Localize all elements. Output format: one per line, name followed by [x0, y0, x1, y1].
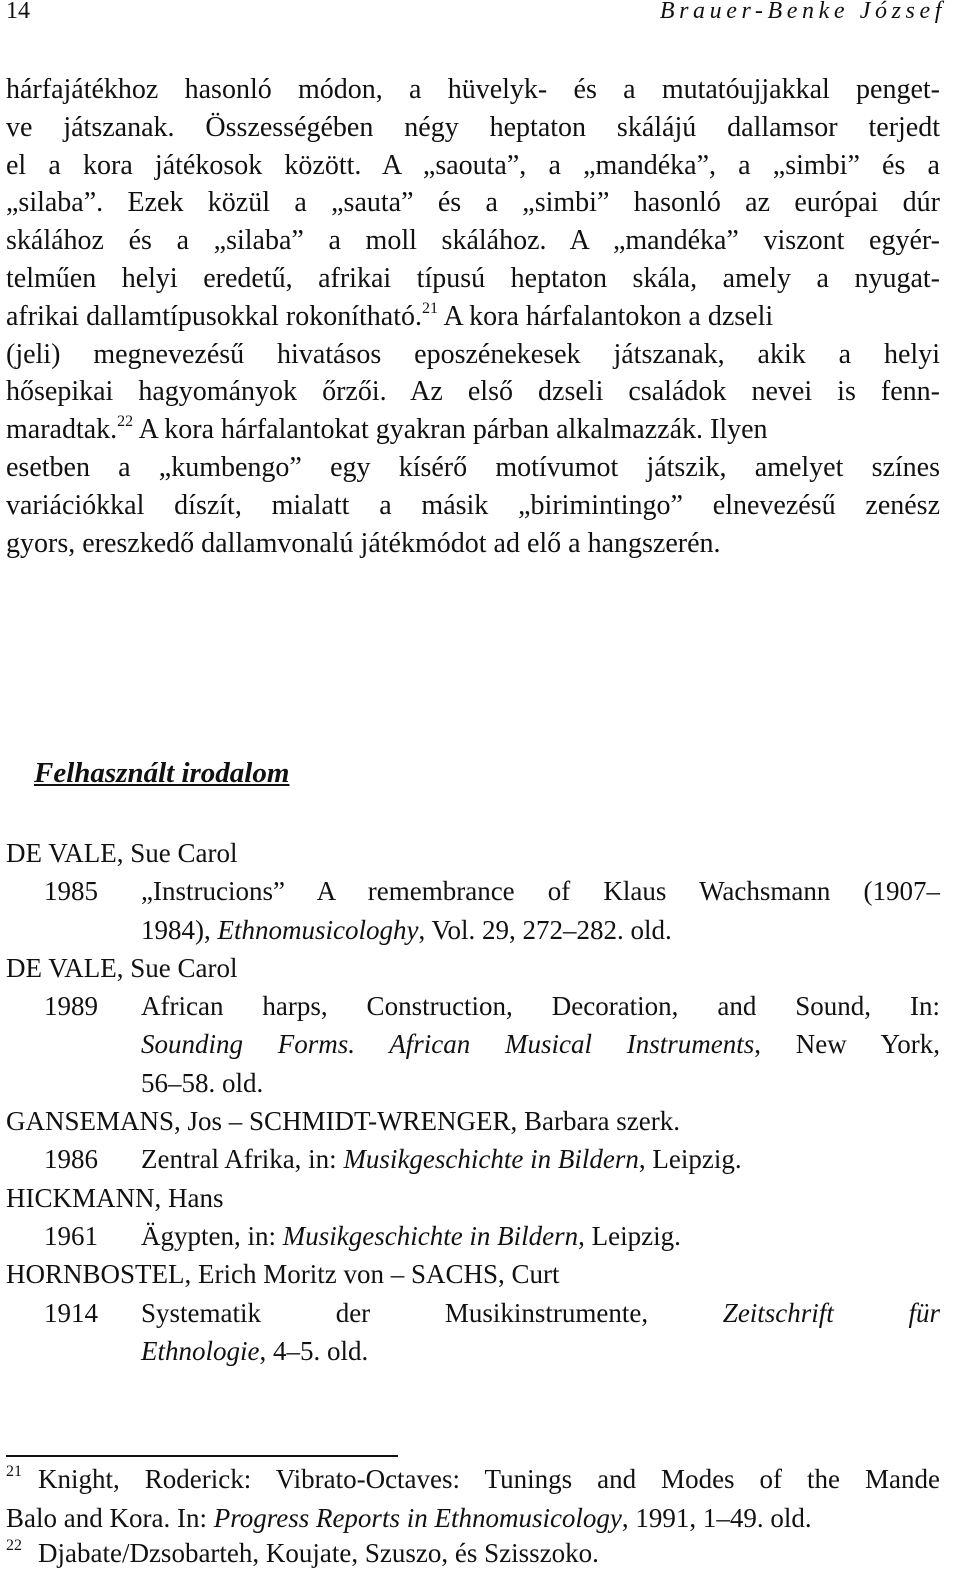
footnote-22: [6, 1536, 940, 1575]
bib-author: DE VALE, Sue Carol: [6, 838, 238, 868]
body-line: [6, 411, 940, 449]
bib-year: 1914: [44, 1297, 98, 1328]
body-line: el a kora játékosok között. A „saouta”, a „mandéka”, a „simbi” és a: [6, 149, 940, 181]
footnote-text: Djabate/Dzsobarteh, Koujate, Szuszo, és Szisszoko.: [38, 1538, 599, 1568]
bib-text: , Leipzig.: [578, 1220, 681, 1251]
bib-text: Ägypten, in:: [141, 1220, 283, 1251]
bib-book: Sounding Forms.: [141, 1029, 390, 1060]
bib-entry: [6, 987, 940, 1102]
bib-entry-text: [141, 1140, 940, 1178]
body-line: [6, 298, 940, 336]
bib-journal: Ethnomusicologhy: [217, 914, 419, 945]
bib-line: [141, 1217, 940, 1255]
body-line: „silaba”. Ezek közül a „sauta” és a „simbi” hasonló az európai dúr: [6, 187, 940, 219]
bib-author: DE VALE, Sue Carol: [6, 952, 238, 983]
bib-line: 56–58. old.: [141, 1067, 264, 1098]
bib-entry-text: [141, 1294, 940, 1371]
bib-journal: Ethnologie: [141, 1335, 260, 1366]
footnote-divider: [6, 1455, 398, 1457]
body-line-text: afrikai dallamtípusokkal rokonítható.: [6, 300, 423, 332]
bib-year: 1986: [44, 1144, 98, 1175]
bib-text: , Vol. 29, 272–282. old.: [418, 914, 672, 945]
bib-text: , 4–5. old.: [259, 1335, 369, 1366]
body-line-text: A kora hárfalantokon a dzseli: [438, 300, 774, 332]
body-line: telműen helyi eredetű, afrikai típusú heptaton skála, amely a nyugat-: [6, 262, 940, 294]
bib-entry: [6, 1217, 940, 1255]
body-line: esetben a „kumbengo” egy kísérő motívumot játszik, amelyet színes: [6, 451, 940, 483]
bib-line: [141, 1332, 940, 1370]
page-header: [0, 0, 960, 30]
bib-entry-text: [141, 872, 940, 949]
bibliography-list: [6, 834, 940, 1370]
bib-entry-text: [141, 987, 940, 1102]
bib-book: Musikgeschichte in Bildern: [343, 1144, 639, 1175]
bib-line: [141, 1294, 940, 1332]
body-line: hősepikai hagyományok őrzői. Az első dzseli családok nevei is fenn-: [6, 376, 940, 408]
footnote-21-cont: [6, 1501, 940, 1536]
bib-entry-text: [141, 1217, 940, 1255]
bib-entry: [6, 872, 940, 949]
bib-text: , New York,: [754, 1029, 940, 1060]
footnote-ref-22[interactable]: 22: [117, 413, 134, 431]
page-number: 14: [6, 0, 30, 24]
bib-entry: [6, 1140, 940, 1178]
body-line: skálához és a „silaba” a moll skálához. A „mandéka” viszont egyér-: [6, 225, 940, 257]
footnote-ref-21[interactable]: 21: [422, 299, 439, 317]
bib-journal: Zeitschrift für: [722, 1297, 941, 1328]
bib-year: 1961: [44, 1220, 98, 1251]
footnote-journal: Progress Reports in Ethnomusicology: [213, 1503, 622, 1533]
footnote-text: Balo and Kora. In:: [6, 1503, 214, 1533]
footnote-number: 22: [6, 1537, 22, 1554]
bib-line: „Instrucions” A remembrance of Klaus Wachsmann (1907–: [141, 876, 940, 907]
bib-line: [141, 1025, 940, 1063]
body-line: ve játszanak. Összességében négy heptaton skálájú dallamsor terjedt: [6, 111, 940, 143]
running-head-author: Brauer-Benke József: [659, 0, 946, 24]
bib-text: 1984),: [141, 914, 218, 945]
bib-book: African Musical Instruments: [389, 1029, 755, 1060]
footnote-number: 21: [6, 1463, 22, 1480]
body-line: (jeli) megnevezésű hivatásos eposzénekesek játszanak, akik a helyi: [6, 338, 940, 370]
footnote-21: [6, 1462, 940, 1501]
body-line-text: A kora hárfalantokat gyakran párban alkalmazzák. Ilyen: [133, 414, 768, 446]
bib-year: 1985: [44, 876, 98, 907]
body-line: hárfajátékhoz hasonló módon, a hüvelyk- és a mutatóujjakkal penget-: [6, 74, 940, 105]
bibliography-title: Felhasznált irodalom: [34, 757, 290, 789]
bib-author: GANSEMANS, Jos – SCHMIDT-WRENGER, Barbara szerk.: [6, 1106, 680, 1137]
bib-author: HORNBOSTEL, Erich Moritz von – SACHS, Curt: [6, 1259, 560, 1290]
footnote-text: , 1991, 1–49. old.: [621, 1503, 812, 1533]
body-paragraph: [6, 71, 940, 562]
bib-year: 1989: [44, 991, 98, 1022]
bib-book: Musikgeschichte in Bildern: [282, 1220, 579, 1251]
bib-text: , Leipzig.: [638, 1144, 742, 1175]
footnote-text: Knight, Roderick: Vibrato-Octaves: Tunings and Modes of the Mande: [38, 1464, 940, 1494]
bib-line: [141, 911, 940, 949]
bib-entry: [6, 1294, 940, 1371]
bib-text: Zentral Afrika, in:: [141, 1144, 344, 1175]
body-line-text: maradtak.: [6, 414, 118, 446]
body-line: gyors, ereszkedő dallamvonalú játékmódot ad elő a hangszerén.: [6, 527, 721, 559]
bib-line: African harps, Construction, Decoration, and Sound, In:: [141, 991, 940, 1022]
bib-author: HICKMANN, Hans: [6, 1182, 224, 1213]
bib-text: Systematik der Musikinstrumente,: [141, 1297, 723, 1328]
footnotes: [6, 1462, 940, 1575]
bib-line: [141, 1140, 940, 1178]
body-line: variációkkal díszít, mialatt a másik „birimintingo” elnevezésű zenész: [6, 489, 940, 521]
